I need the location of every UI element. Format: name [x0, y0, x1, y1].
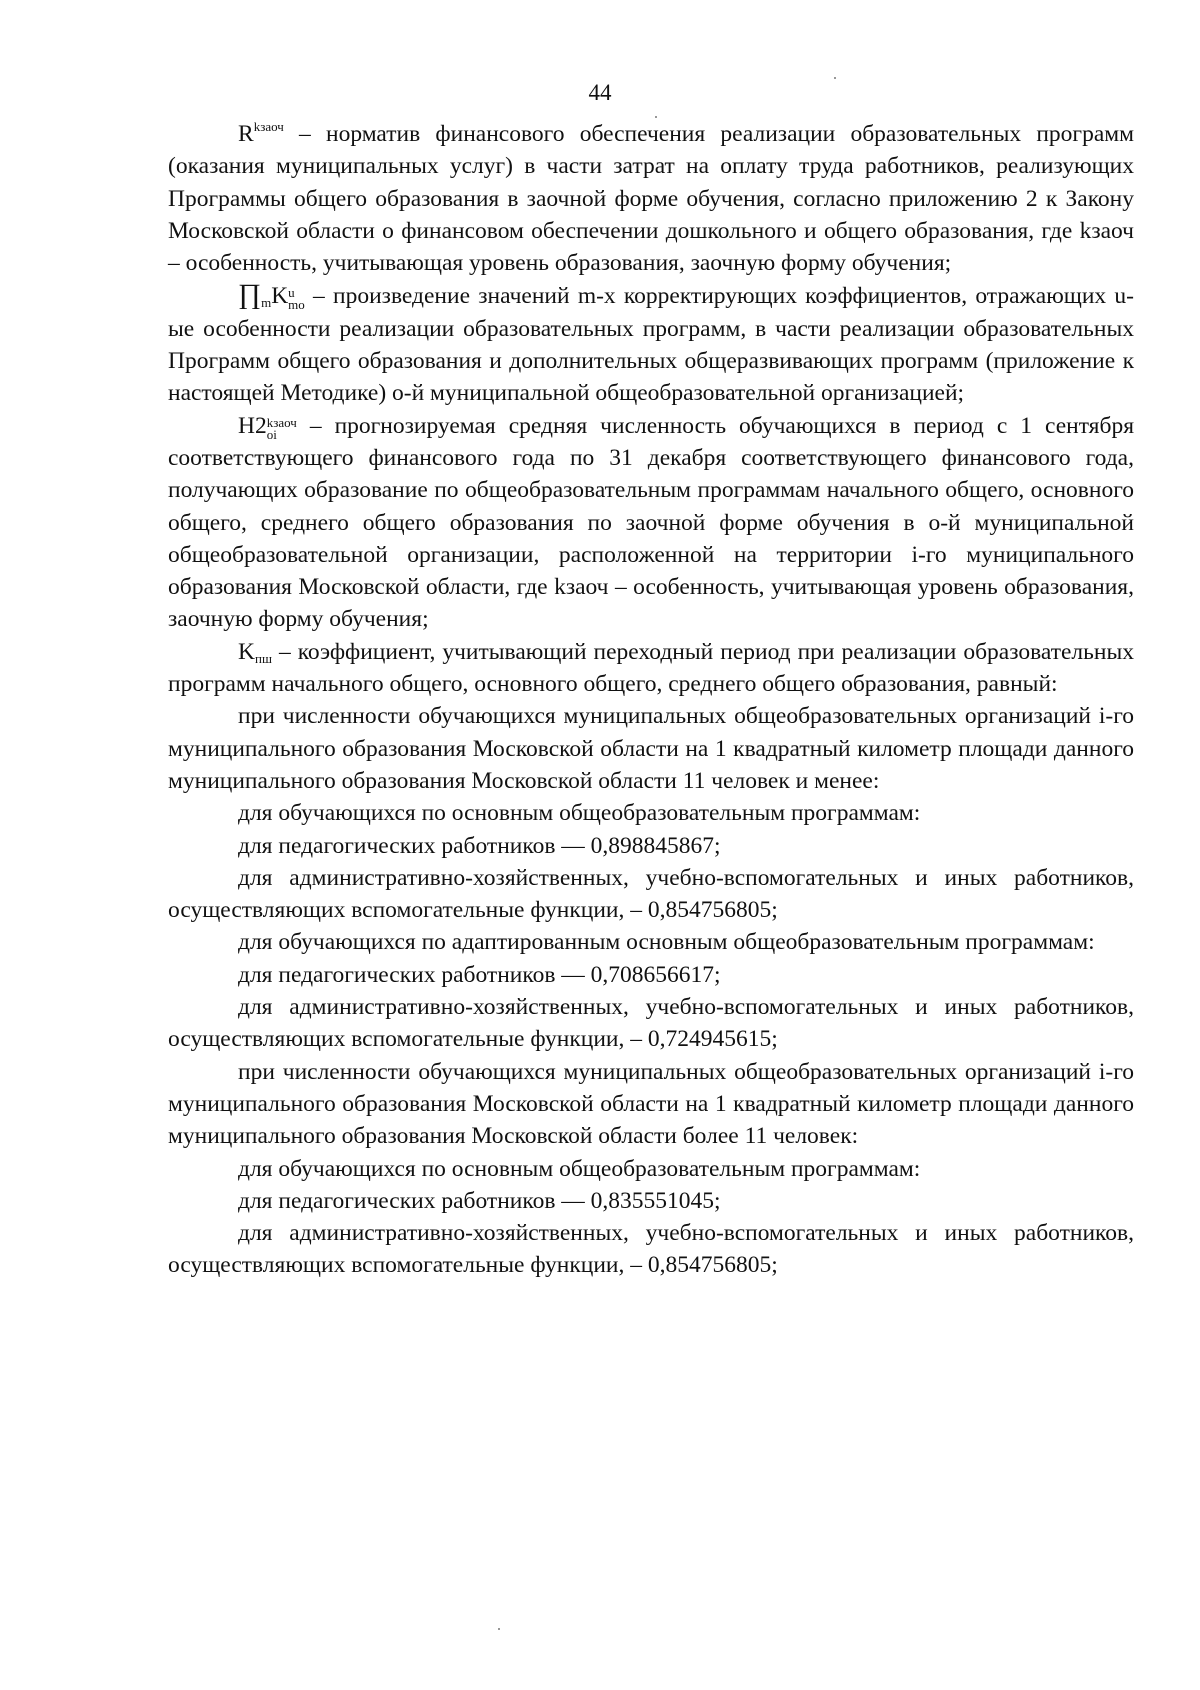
- teachers-coefficient-1: для педагогических работников — 0,898845867;: [238, 832, 721, 859]
- definition-product-k-text: – произведение значений m-х корректирующих коэффициентов, отражающих u-ые особенности реализации образовательных программ, в части реализации образовательных Программ общего образования и дополнительных общеразвивающих программ (приложение к настоящей Методике) o-й муниципальной общеобразовательной организацией;: [168, 283, 1134, 407]
- symbol-h2-superscript: kзаоч: [266, 414, 297, 430]
- symbol-k: K: [271, 283, 289, 310]
- support-staff-coefficient-3: для административно-хозяйственных, учебно-вспомогательных и иных работников, осуществляющих вспомогательные функции, – 0,854756805;: [168, 1220, 1134, 1279]
- document-body: [168, 118, 1134, 1282]
- symbol-k-subscript: mo: [288, 297, 305, 313]
- adapted-programs-heading: для обучающихся по адаптированным основным общеобразовательным программам:: [238, 929, 1095, 956]
- symbol-h2-subscript: oi: [266, 426, 277, 442]
- definition-h2-text: – прогнозируемая средняя численность обучающихся в период с 1 сентября соответствующего финансового года по 31 декабря соответствующего финансового года, получающих образование по общеобразовательным программам начального общего, основного общего, среднего общего образования по заочной форме обучения в o-й муниципальной общеобразовательной организации, расположенной на территории i-го муниципального образования Московской области, где kзаоч – особенность, учитывающая уровень образования, заочную форму обучения;: [168, 412, 1134, 633]
- symbol-r: R: [238, 121, 254, 147]
- support-staff-coefficient-2: для административно-хозяйственных, учебно-вспомогательных и иных работников, осуществляющих вспомогательные функции, – 0,724945615;: [168, 994, 1134, 1053]
- symbol-k-superscript: u: [288, 285, 295, 301]
- page-number: 44: [588, 80, 612, 105]
- symbol-r-superscript: kзаоч: [253, 119, 284, 134]
- scan-speck: [834, 77, 836, 79]
- symbol-kpsh: K: [238, 638, 255, 665]
- scan-speck: [655, 116, 657, 118]
- symbol-kpsh-subscript: пш: [254, 650, 272, 666]
- definition-kpsh: [168, 636, 1134, 701]
- definition-h2: [168, 410, 1134, 636]
- symbol-k-indices: [288, 287, 305, 311]
- support-staff-coefficient-1: для административно-хозяйственных, учебно-вспомогательных и иных работников, осуществляющих вспомогательные функции, – 0,854756805;: [168, 864, 1134, 924]
- definition-rkzaoch-text: – норматив финансового обеспечения реализации образовательных программ (оказания муниципальных услуг) в части затрат на оплату труда работников, реализующих Программы общего образования в заочной форме обучения, согласно приложению 2 к Закону Московской области о финансовом обеспечении дошкольного и общего образования, где kзаоч – особенность, учитывающая уровень образования, заочную форму обучения;: [168, 121, 1134, 277]
- teachers-coefficient-2: для педагогических работников — 0,708656617;: [238, 961, 721, 988]
- basic-programs-heading-2: для обучающихся по основным общеобразовательным программам:: [238, 1155, 921, 1182]
- definition-kpsh-text: – коэффициент, учитывающий переходный период при реализации образовательных программ начального общего, основного общего, среднего общего образования, равный:: [168, 638, 1134, 698]
- scan-speck: [498, 1628, 500, 1630]
- teachers-coefficient-3: для педагогических работников — 0,835551045;: [238, 1187, 721, 1214]
- product-symbol: ∏: [238, 279, 262, 311]
- symbol-h2-indices: [266, 414, 297, 442]
- definition-product-k: [168, 279, 1134, 409]
- basic-programs-heading-1: для обучающихся по основным общеобразовательным программам:: [238, 800, 921, 827]
- definition-rkzaoch: [168, 118, 1134, 279]
- symbol-h2: H2: [238, 412, 267, 439]
- condition-11-or-less: при численности обучающихся муниципальных общеобразовательных организаций i-го муниципального образования Московской области на 1 квадратный километр площади данного муниципального образования Московской области 11 человек и менее:: [168, 703, 1134, 794]
- product-subscript: m: [261, 295, 272, 311]
- condition-more-than-11: при численности обучающихся муниципальных общеобразовательных организаций i-го муниципального образования Московской области на 1 квадратный километр площади данного муниципального образования Московской области более 11 человек:: [168, 1058, 1134, 1150]
